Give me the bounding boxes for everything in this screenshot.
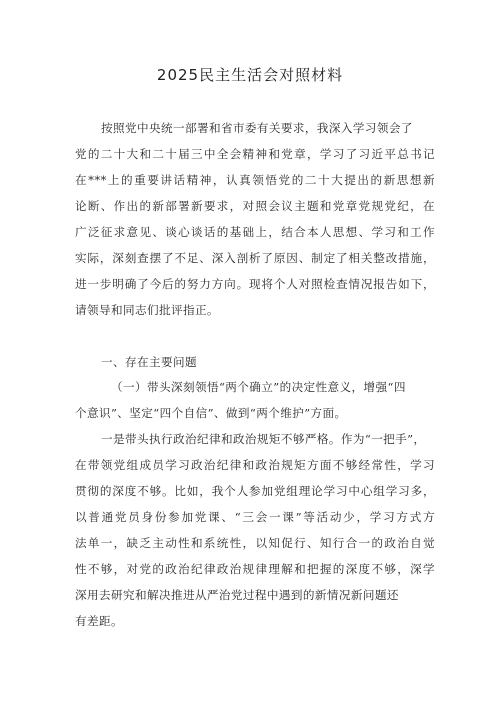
- intro-line: 实际，深刻查摆了不足、深入剖析了原因、制定了相关整改措施，: [75, 251, 435, 265]
- body-line: 性不够，对党的政治纪律政治规律理解和把握的深度不够，深学: [75, 562, 435, 576]
- body-line: 一是带头执行政治纪律和政治规矩不够严格。作为“一把手”，: [101, 432, 426, 446]
- body-line: 法单一，缺乏主动性和系统性，以知促行、知行合一的政治自觉: [75, 536, 435, 550]
- body-line: 贯彻的深度不够。比如，我个人参加党组理论学习中心组学习多，: [75, 484, 435, 498]
- sub-heading-line: （一）带头深刻领悟“两个确立”的决定性意义，增强“四: [111, 380, 406, 394]
- body-line: 在带领党组成员学习政治纪律和政治规矩方面不够经常性，学习: [75, 458, 435, 472]
- intro-line: 在***上的重要讲话精神，认真领悟党的二十大提出的新思想新: [75, 173, 435, 187]
- intro-line: 按照党中央统一部署和省市委有关要求，我深入学习领会了: [101, 121, 413, 135]
- sub-heading-line: 个意识”、坚定“四个自信”、做到“两个维护”方面。: [75, 406, 347, 420]
- intro-line: 进一步明确了今后的努力方向。现将个人对照检查情况报告如下，: [75, 277, 435, 291]
- body-line: 深用去研究和解决推进从严治党过程中遇到的新情况新问题还: [75, 588, 399, 602]
- body-line: 以普通党员身份参加党课、“三会一课”等活动少，学习方式方: [75, 510, 435, 524]
- section-heading: 一、存在主要问题: [101, 355, 197, 369]
- intro-line: 请领导和同志们批评指正。: [75, 303, 219, 317]
- intro-line: 广泛征求意见、谈心谈话的基础上，结合本人思想、学习和工作: [75, 225, 435, 239]
- intro-line: 党的二十大和二十届三中全会精神和党章，学习了习近平总书记: [75, 147, 435, 161]
- body-line: 有差距。: [75, 614, 123, 628]
- document-title: 2025民主生活会对照材料: [156, 66, 344, 84]
- intro-line: 论断、作出的新部署新要求，对照会议主题和党章党规党纪，在: [75, 199, 435, 213]
